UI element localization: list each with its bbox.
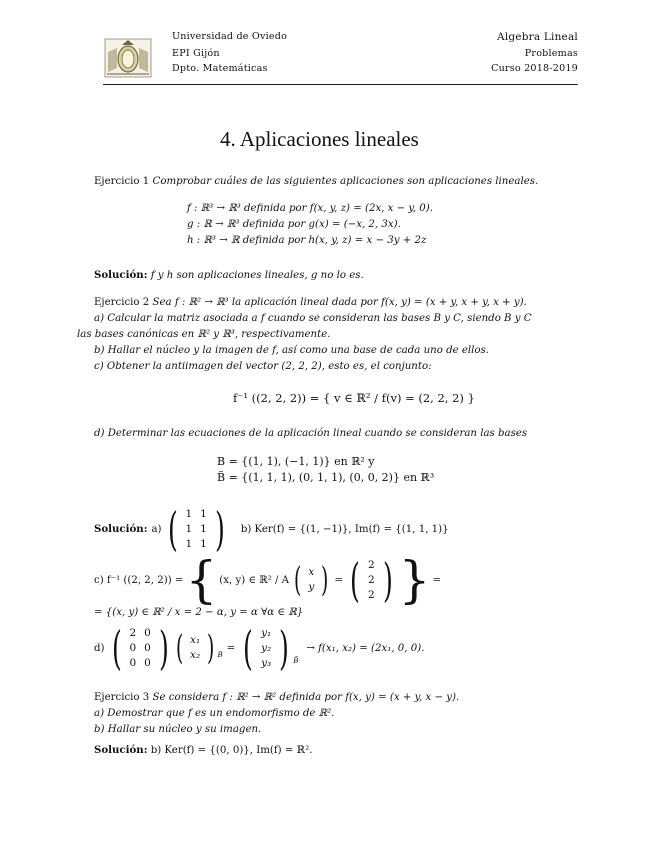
m-cell: 0 bbox=[129, 641, 137, 654]
left-paren: ( bbox=[175, 628, 184, 668]
m-cell: 2 bbox=[129, 626, 137, 639]
ex3-sol-label: Solución: bbox=[94, 744, 148, 756]
ex1-sol-label: Solución: bbox=[94, 269, 148, 281]
university-seal-icon bbox=[104, 38, 152, 78]
left-paren: ( bbox=[294, 560, 302, 600]
ex2-d-out: → f(x₁, x₂) = (2x₁, 0, 0). bbox=[306, 642, 425, 654]
ex2-sol-d-label: d) bbox=[94, 642, 105, 654]
ex2-b: b) Hallar el núcleo y la imagen de f, así como una base de cada uno de ellos. bbox=[94, 345, 490, 356]
v-cell: 2 bbox=[368, 558, 375, 571]
v-cell: x bbox=[308, 566, 315, 578]
ex2-d-matrix bbox=[108, 621, 173, 675]
ex2-sol-c-pre: c) f⁻¹ ((2, 2, 2)) = bbox=[94, 574, 184, 586]
v-cell: y bbox=[308, 581, 315, 593]
ex2-solution-d bbox=[94, 621, 425, 675]
ex2-d-sub: B bbox=[217, 651, 223, 659]
ex2-solution-c bbox=[94, 551, 442, 609]
m-cell: 0 bbox=[144, 626, 151, 639]
ex1-label: Ejercicio 1 bbox=[94, 176, 150, 187]
ex3-sol-text: b) Ker(f) = {(0, 0)}, Im(f) = ℝ². bbox=[150, 745, 313, 756]
right-brace: } bbox=[398, 551, 431, 609]
right-paren: ) bbox=[207, 628, 215, 668]
m-cell: 1 bbox=[185, 522, 193, 535]
ex1-g: g : ℝ → ℝ³ definida por g(x) = (−x, 2, 3x). bbox=[187, 219, 401, 230]
m-cell: 0 bbox=[144, 656, 151, 669]
ex2-basis2: B̃ = {(1, 1, 1), (0, 1, 1), (0, 0, 2)} en ℝ³ bbox=[217, 471, 435, 484]
right-paren: ) bbox=[321, 560, 329, 600]
ex2-d-res bbox=[239, 621, 293, 675]
ex1-solution bbox=[94, 269, 364, 281]
v-cell: y₁ bbox=[261, 626, 272, 639]
ex2-sol-matrix bbox=[164, 502, 229, 556]
ex2-sol-c-set: (x, y) ∈ ℝ² / A bbox=[219, 574, 290, 586]
left-brace: { bbox=[185, 551, 218, 609]
ex3-line bbox=[94, 692, 459, 703]
right-paren: ) bbox=[279, 621, 290, 675]
m-cell: 1 bbox=[185, 537, 193, 550]
ex2-solution-a bbox=[94, 502, 449, 556]
header-university: Universidad de Oviedo bbox=[172, 31, 288, 42]
ex3-statement: Se considera f : ℝ² → ℝ² definida por f(x, y) = (x + y, x − y). bbox=[152, 692, 460, 703]
right-paren: ) bbox=[382, 553, 393, 607]
header-dept: Dpto. Matemáticas bbox=[172, 63, 268, 74]
ex2-basis1: B = {(1, 1), (−1, 1)} en ℝ² y bbox=[217, 455, 375, 468]
ex2-eq2: = bbox=[432, 574, 442, 586]
m-cell: 1 bbox=[200, 537, 207, 550]
m-cell: 1 bbox=[200, 507, 207, 520]
ex2-matrix-table bbox=[181, 507, 210, 552]
v-cell: y₂ bbox=[261, 641, 272, 654]
ex3-b: b) Hallar su núcleo y su imagen. bbox=[94, 724, 262, 735]
ex2-label: Ejercicio 2 bbox=[94, 297, 150, 308]
ex3-solution bbox=[94, 744, 312, 756]
ex2-sol-label: Solución: bbox=[94, 523, 148, 535]
m-cell: 1 bbox=[185, 507, 193, 520]
ex2-sol-b: b) Ker(f) = {(1, −1)}, Im(f) = {(1, 1, 1)} bbox=[240, 523, 449, 535]
ex3-label: Ejercicio 3 bbox=[94, 692, 150, 703]
ex1-statement: Comprobar cuáles de las siguientes aplicaciones son aplicaciones lineales. bbox=[152, 176, 539, 187]
ex2-a1: a) Calcular la matriz asociada a f cuando se consideran las bases B y C, siendo B y C bbox=[94, 313, 532, 324]
ex2-line bbox=[94, 297, 527, 308]
left-paren: ( bbox=[243, 621, 254, 675]
ex2-c: c) Obtener la antiimagen del vector (2, 2, 2), esto es, el conjunto: bbox=[94, 361, 432, 372]
section-title: 4. Aplicaciones lineales bbox=[220, 127, 419, 151]
ex2-d: d) Determinar las ecuaciones de la aplicación lineal cuando se consideran las bases bbox=[94, 428, 528, 439]
ex2-statement: Sea f : ℝ² → ℝ³ la aplicación lineal dada por f(x, y) = (x + y, x + y, x + y). bbox=[152, 297, 527, 308]
right-paren: ) bbox=[158, 621, 169, 675]
header-course: Algebra Lineal bbox=[497, 31, 578, 43]
ex1-sol-text: f y h son aplicaciones lineales, g no lo es. bbox=[150, 270, 364, 281]
ex2-d-sub2: B̃ bbox=[293, 657, 299, 665]
left-paren: ( bbox=[111, 621, 122, 675]
right-paren: ) bbox=[214, 502, 225, 556]
ex2-c-formula: f⁻¹ ((2, 2, 2)) = { v ∈ ℝ² / f(v) = (2, 2, 2) } bbox=[233, 391, 475, 405]
ex2-d-vec bbox=[173, 628, 218, 668]
ex3-a: a) Demostrar que f es un endomorfismo de ℝ². bbox=[94, 708, 335, 719]
v-cell: 2 bbox=[368, 573, 375, 586]
ex1-line bbox=[94, 176, 538, 187]
header-kind: Problemas bbox=[524, 48, 578, 59]
left-paren: ( bbox=[350, 553, 360, 607]
m-cell: 0 bbox=[129, 656, 137, 669]
ex2-vec-xy bbox=[291, 560, 331, 600]
header-year: Curso 2018-2019 bbox=[491, 63, 578, 74]
m-cell: 0 bbox=[144, 641, 151, 654]
header-rule bbox=[103, 84, 578, 85]
ex2-sol-c-line2: = {(x, y) ∈ ℝ² / x = 2 − α, y = α ∀α ∈ ℝ} bbox=[94, 607, 304, 618]
ex1-h: h : ℝ³ → ℝ definida por h(x, y, z) = x − 3y + 2z bbox=[187, 235, 427, 246]
v-cell: x₂ bbox=[190, 649, 201, 661]
ex2-sol-a-label: a) bbox=[151, 523, 162, 535]
ex1-f: f : ℝ³ → ℝ³ definida por f(x, y, z) = (2x, x − y, 0). bbox=[187, 203, 433, 214]
ex2-eq: = bbox=[334, 574, 344, 586]
v-cell: x₁ bbox=[190, 634, 201, 646]
m-cell: 1 bbox=[200, 522, 207, 535]
v-cell: 2 bbox=[368, 588, 375, 601]
header-school: EPI Gijón bbox=[172, 48, 220, 59]
v-cell: y₃ bbox=[261, 656, 272, 669]
ex2-a2: las bases canónicas en ℝ² y ℝ³, respectivamente. bbox=[77, 329, 331, 340]
left-paren: ( bbox=[167, 502, 178, 556]
ex2-d-eq: = bbox=[226, 642, 236, 654]
ex2-vec-222 bbox=[346, 553, 397, 607]
